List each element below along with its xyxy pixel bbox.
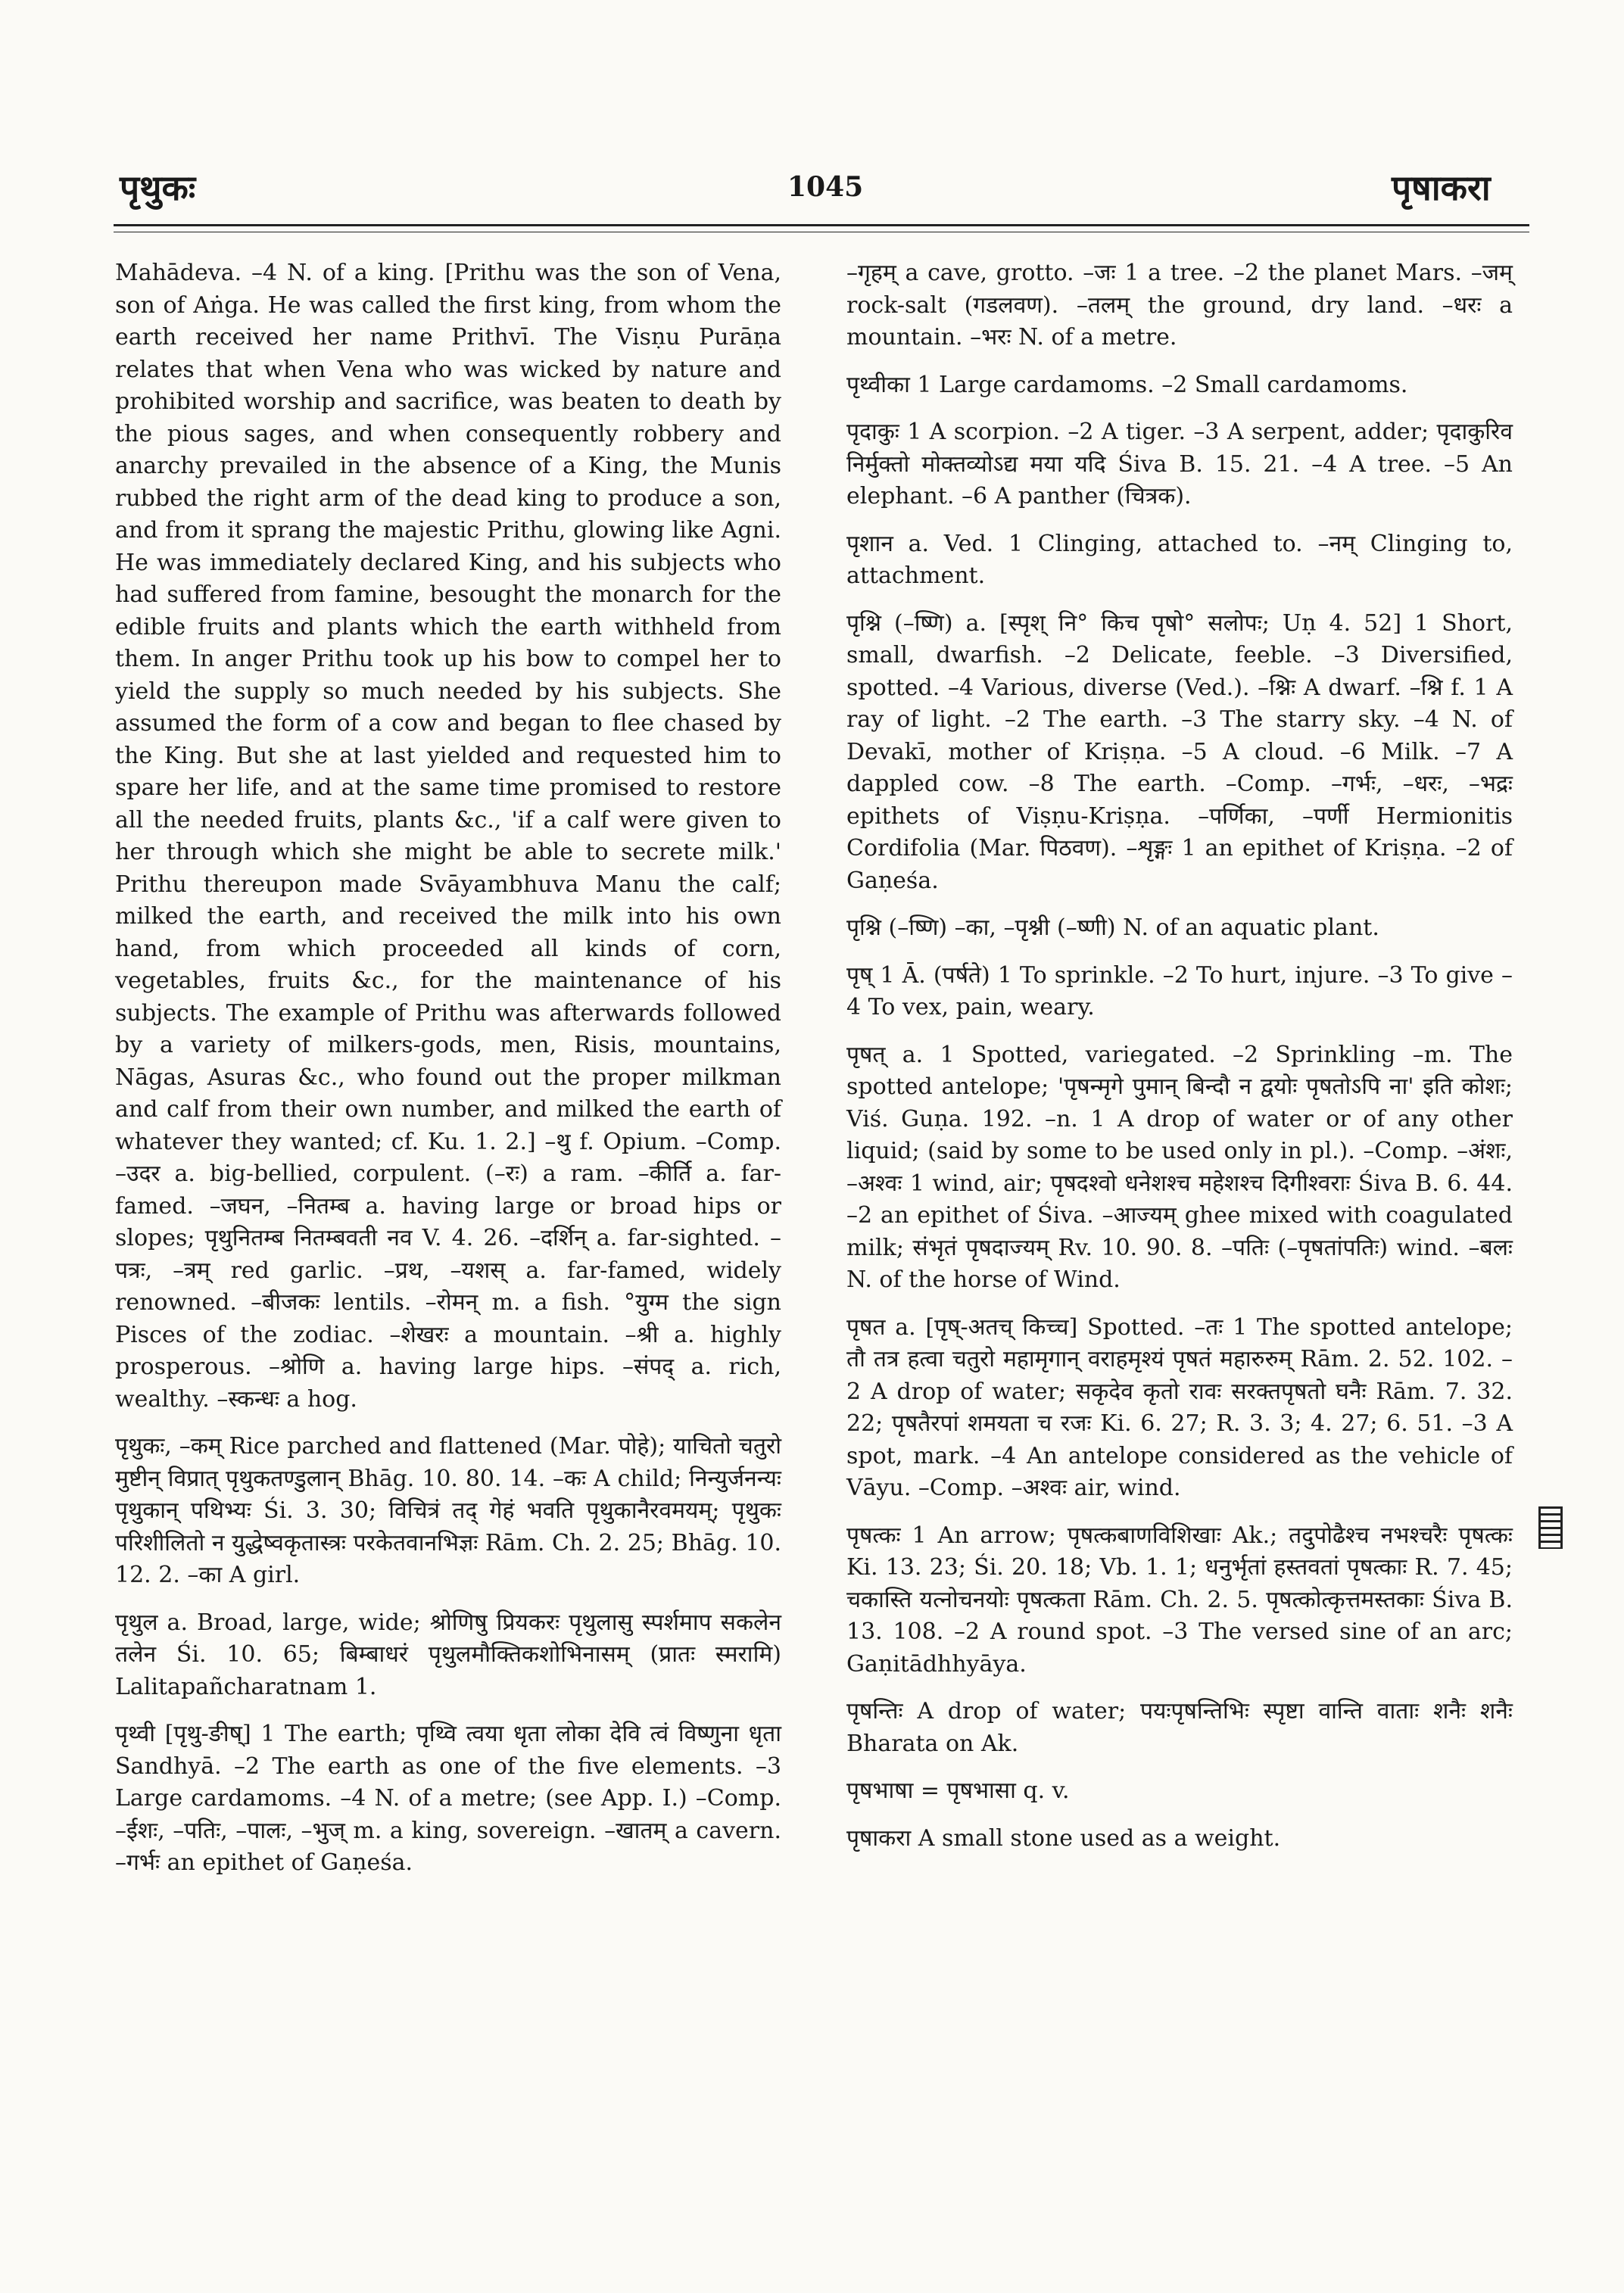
- entry-text: पृथुल a. Broad, large, wide; श्रोणिषु प्रियकरः पृथुलासु स्पर्शमाप सकलेन तलेन Śi. 10. 65; बिम्बाधरं पृथुलमौक्तिकशोभिनासम् (प्रातः स्मरामि) Lalitapañcharatnam 1.: [115, 1609, 781, 1700]
- dictionary-entry: [115, 1431, 781, 1592]
- entry-text: पृषाकरा A small stone used as a weight.: [846, 1824, 1281, 1852]
- dictionary-entry: [115, 257, 781, 1416]
- right-column: [846, 257, 1513, 1870]
- entry-text: पृशान a. Ved. 1 Clinging, attached to. –नम् Clinging to, attachment.: [846, 530, 1513, 589]
- entry-text: पृदाकुः 1 A scorpion. –2 A tiger. –3 A serpent, adder; पृदाकुरिव निर्मुक्तो मोक्तव्योऽद्य मया यदि Śiva B. 15. 21. –4 A tree. –5 An elephant. –6 A panther (चित्रक).: [846, 419, 1513, 509]
- header-rule: [114, 224, 1529, 226]
- entry-text: पृषत a. [पृष्-अतच् किच्च] Spotted. –तः 1 The spotted antelope; तौ तत्र हत्वा चतुरो महामृगान् वराहमृश्यं पृषतं महारुरुम् Rām. 2. 52. 102. –2 A drop of water; सकृदेव कृतो रावः सरक्तपृषतो घनैः Rām. 7. 32. 22; पृषतैरपां शमयता च रजः Ki. 6. 27; R. 3. 3; 4. 27; 6. 51. –3 A spot, mark. –4 An antelope considered as the vehicle of Vāyu. –Comp. –अश्वः air, wind.: [846, 1313, 1513, 1501]
- header-left-guide-word: पृथुकः: [120, 167, 196, 208]
- page-edge-marker: [1538, 1506, 1563, 1549]
- left-column: [115, 257, 781, 1895]
- dictionary-entry: [846, 1775, 1513, 1808]
- dictionary-entry: [846, 1520, 1513, 1681]
- dictionary-entry: [115, 1718, 781, 1880]
- entry-text: पृश्नि (–ष्णि) –का, –पृश्नी (–ष्णी) N. of an aquatic plant.: [846, 914, 1379, 941]
- entry-text: पृष् 1 Ā. (पर्षते) 1 To sprinkle. –2 To hurt, injure. –3 To give –4 To vex, pain, weary.: [846, 961, 1513, 1020]
- dictionary-entry: [846, 608, 1513, 898]
- dictionary-entry: [846, 960, 1513, 1024]
- entry-text: पृषभाषा = पृषभासा q. v.: [846, 1777, 1070, 1804]
- entry-text: पृथ्वी [पृथु-ङीष्] 1 The earth; पृथ्वि त्वया धृता लोका देवि त्वं विष्णुना धृता Sandhyā. –2 The earth as one of the five elements. –3 Large cardamoms. –4 N. of a metre; (see App. I.) –Comp. –ईशः, –पतिः, –पालः, –भुज् m. a king, sovereign. –खातम् a cavern. –गर्भः an epithet of Gaṇeśa.: [115, 1721, 781, 1876]
- dictionary-entry: [846, 369, 1513, 402]
- header-right-guide-word: पृषाकरा: [1392, 167, 1491, 208]
- dictionary-entry: [846, 257, 1513, 354]
- entry-text: पृषन्तिः A drop of water; पयःपृषन्तिभिः स्पृष्टा वान्ति वाताः शनैः शनैः Bharata on Ak.: [846, 1698, 1513, 1757]
- page-number: 1045: [787, 171, 864, 203]
- entry-text: Mahādeva. –4 N. of a king. [Prithu was the son of Vena, son of Aṅga. He was called the first king, from whom the earth received her name Prithvī. The Visṇu Purāṇa relates that when Vena who was wicked by nature and prohibited worship and sacrifice, was beaten to death by the pious sages, and when consequently robbery and anarchy prevailed in the absence of a King, the Munis rubbed the right arm of the dead king to produce a son, and from it sprang the majestic Prithu, glowing like Agni. He was immediately declared King, and his subjects who had suffered from famine, besought the monarch for the edible fruits and plants which the earth withheld from them. In anger Prithu took up his bow to compel her to yield the supply so much needed by his subjects. She assumed the form of a cow and began to flee chased by the King. But she at last yielded and requested him to spare her life, and at the same time promised to restore all the needed fruits, plants &c., 'if a calf were given to her through which she might be able to secrete milk.' Prithu thereupon made Svāyambhuva Manu the calf; milked the earth, and received the milk into his own hand, from which proceeded all kinds of corn, vegetables, fruits &c., for the maintenance of his subjects. The example of Prithu was afterwards followed by a variety of milkers-gods, men, Risis, mountains, Nāgas, Asuras &c., who found out the proper milkman and calf from their own number, and milked the earth of whatever they wanted; cf. Ku. 1. 2.] –थु f. Opium. –Comp. –उदर a. big-bellied, corpulent. (–रः) a ram. –कीर्ति a. far-famed. –जघन, –नितम्ब a. having large or broad hips or slopes; पृथुनितम्ब नितम्बवती नव V. 4. 26. –दर्शिन् a. far-sighted. –पत्रः, –त्रम् red garlic. –प्रथ, –यशस् a. far-famed, widely renowned. –बीजकः lentils. –रोमन् m. a fish. °युग्म the sign Pisces of the zodiac. –शेखरः a mountain. –श्री a. highly prosperous. –श्रोणि a. having large hips. –संपद् a. rich, wealthy. –स्कन्धः a hog.: [115, 260, 781, 1413]
- dictionary-entry: [846, 912, 1513, 945]
- dictionary-entry: [846, 1823, 1513, 1855]
- dictionary-entry: [846, 1696, 1513, 1760]
- entry-text: पृथुकः, –कम् Rice parched and flattened (Mar. पोहे); याचितो चतुरो मुष्टीन् विप्रात् पृथुकतण्डुलान् Bhāg. 10. 80. 14. –कः A child; निन्युर्जनन्यः पृथुकान् पथिभ्यः Śi. 3. 30; विचित्रं तद् गेहं भवति पृथुकानैरवमयम्; पृथुकः परिशीलितो न युद्धेष्वकृतास्त्रः परकेतवानभिज्ञः Rām. Ch. 2. 25; Bhāg. 10. 12. 2. –का A girl.: [115, 1433, 781, 1588]
- entry-text: पृथ्वीका 1 Large cardamoms. –2 Small cardamoms.: [846, 371, 1408, 398]
- entry-text: पृषत्कः 1 An arrow; पृषत्कबाणविशिखाः Ak.; तदुपोढैश्च नभश्चरैः पृषत्कः Ki. 13. 23; Śi. 20. 18; Vb. 1. 1; धनुर्भृतां हस्तवतां पृषत्काः R. 7. 45; चकास्ति यत्नोचनयोः पृषत्कता Rām. Ch. 2. 5. पृषत्कोत्कृत्तमस्तकाः Śiva B. 13. 108. –2 A round spot. –3 The versed sine of an arc; Gaṇitādhhyāya.: [846, 1522, 1513, 1678]
- entry-text: पृश्नि (–ष्णि) a. [स्पृश् नि° किच पृषो° सलोपः; Uṇ 4. 52] 1 Short, small, dwarfish. –2 Delicate, feeble. –3 Diversified, spotted. –4 Various, diverse (Ved.). –श्निः A dwarf. –श्नि f. 1 A ray of light. –2 The earth. –3 The starry sky. –4 N. of Devakī, mother of Kriṣṇa. –5 A cloud. –6 Milk. –7 A dappled cow. –8 The earth. –Comp. –गर्भः, –धरः, –भद्रः epithets of Viṣṇu-Kriṣṇa. –पर्णिका, –पर्णी Hermionitis Cordifolia (Mar. पिठवण). –शृङ्गः 1 an epithet of Kriṣṇa. –2 of Gaṇeśa.: [846, 609, 1513, 894]
- entry-text: –गृहम् a cave, grotto. –जः 1 a tree. –2 the planet Mars. –जम् rock-salt (गडलवण). –तलम् the ground, dry land. –धरः a mountain. –भरः N. of a metre.: [846, 260, 1513, 350]
- dictionary-entry: [846, 1039, 1513, 1297]
- dictionary-entry: [115, 1607, 781, 1704]
- entry-text: पृषत् a. 1 Spotted, variegated. –2 Sprinkling –m. The spotted antelope; 'पृषन्मृगे पुमान् बिन्दौ न द्वयोः पृषतोऽपि ना' इति कोशः; Viś. Guṇa. 192. –n. 1 A drop of water or of any other liquid; (said by some to be used only in pl.). –Comp. –अंशः, –अश्वः 1 wind, air; पृषदश्वो धनेशश्च महेशश्च दिगीश्वराः Śiva B. 6. 44. –2 an epithet of Śiva. –आज्यम् ghee mixed with coagulated milk; संभृतं पृषदाज्यम् Rv. 10. 90. 8. –पतिः (–पृषतांपतिः) wind. –बलः N. of the horse of Wind.: [846, 1041, 1513, 1293]
- dictionary-entry: [846, 528, 1513, 593]
- dictionary-entry: [846, 416, 1513, 513]
- dictionary-entry: [846, 1312, 1513, 1505]
